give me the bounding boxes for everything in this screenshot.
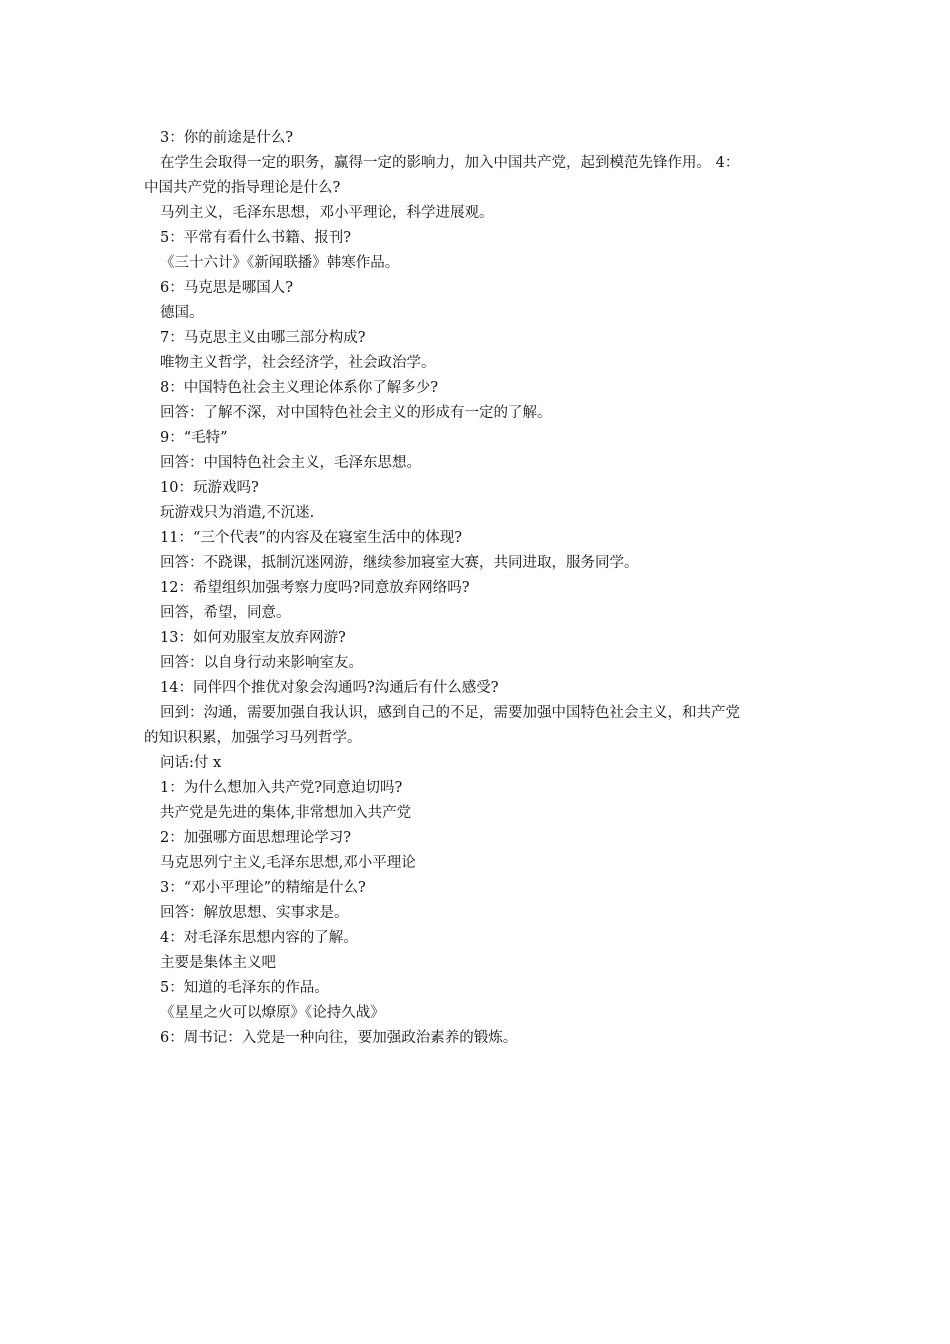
text-line: 马克思列宁主义,毛泽东思想,邓小平理论 (160, 855, 416, 871)
text-line: 《星星之火可以燎原》《论持久战》 (160, 1005, 385, 1021)
text-line: 回答：以自身行动来影响室友。 (160, 655, 363, 671)
text-line: 马列主义，毛泽东思想，邓小平理论，科学进展观。 (160, 205, 494, 221)
text-line: 14：同伴四个推优对象会沟通吗?沟通后有什么感受? (160, 680, 499, 696)
text-line: 《三十六计》《新闻联播》韩寒作品。 (160, 255, 400, 271)
text-line: 共产党是先进的集体,非常想加入共产党 (160, 805, 412, 821)
text-line: 10：玩游戏吗? (160, 480, 259, 496)
text-line: 3：你的前途是什么? (160, 130, 293, 146)
text-line: 11：“三个代表”的内容及在寝室生活中的体现? (160, 530, 463, 546)
text-line: 回到：沟通，需要加强自我认识，感到自己的不足，需要加强中国特色社会主义，和共产党 (160, 705, 740, 721)
text-line: 6：马克思是哪国人? (160, 280, 293, 296)
text-line: 回答：不跷课，抵制沉迷网游，继续参加寝室大赛，共同进取，服务同学。 (160, 555, 639, 571)
text-line: 1：为什么想加入共产党?同意迫切吗? (160, 780, 403, 796)
text-line: 13：如何劝服室友放弃网游? (160, 630, 346, 646)
text-line: 5：平常有看什么书籍、报刊? (160, 230, 351, 246)
text-line: 问话:付 x (160, 755, 222, 771)
text-line: 回答：解放思想、实事求是。 (160, 905, 349, 921)
text-line: 7：马克思主义由哪三部分构成? (160, 330, 366, 346)
text-line: 8：中国特色社会主义理论体系你了解多少? (160, 380, 438, 396)
document-body (144, 126, 810, 1051)
text-line: 12：希望组织加强考察力度吗?同意放弃网络吗? (160, 580, 470, 596)
text-line: 5：知道的毛泽东的作品。 (160, 980, 329, 996)
text-line: 3：“邓小平理论”的精缩是什么? (160, 880, 366, 896)
text-line: 在学生会取得一定的职务，赢得一定的影响力，加入中国共产党，起到模范先锋作用。 4： (160, 155, 740, 171)
text-line: 6：周书记：入党是一种向往，要加强政治素养的锻炼。 (160, 1030, 518, 1046)
text-line: 4：对毛泽东思想内容的了解。 (160, 930, 358, 946)
text-line: 唯物主义哲学，社会经济学，社会政治学。 (160, 355, 436, 371)
text-line: 德国。 (160, 305, 204, 321)
text-line: 的知识积累，加强学习马列哲学。 (144, 730, 362, 746)
text-line: 中国共产党的指导理论是什么? (144, 180, 341, 196)
text-line: 回答，希望，同意。 (160, 605, 291, 621)
text-line: 9：“毛特” (160, 430, 228, 446)
text-line: 主要是集体主义吧 (160, 955, 276, 971)
text-line: 回答：了解不深，对中国特色社会主义的形成有一定的了解。 (160, 405, 552, 421)
text-line: 2：加强哪方面思想理论学习? (160, 830, 351, 846)
text-line: 回答：中国特色社会主义，毛泽东思想。 (160, 455, 421, 471)
text-line: 玩游戏只为消遣,不沉迷. (160, 505, 315, 521)
